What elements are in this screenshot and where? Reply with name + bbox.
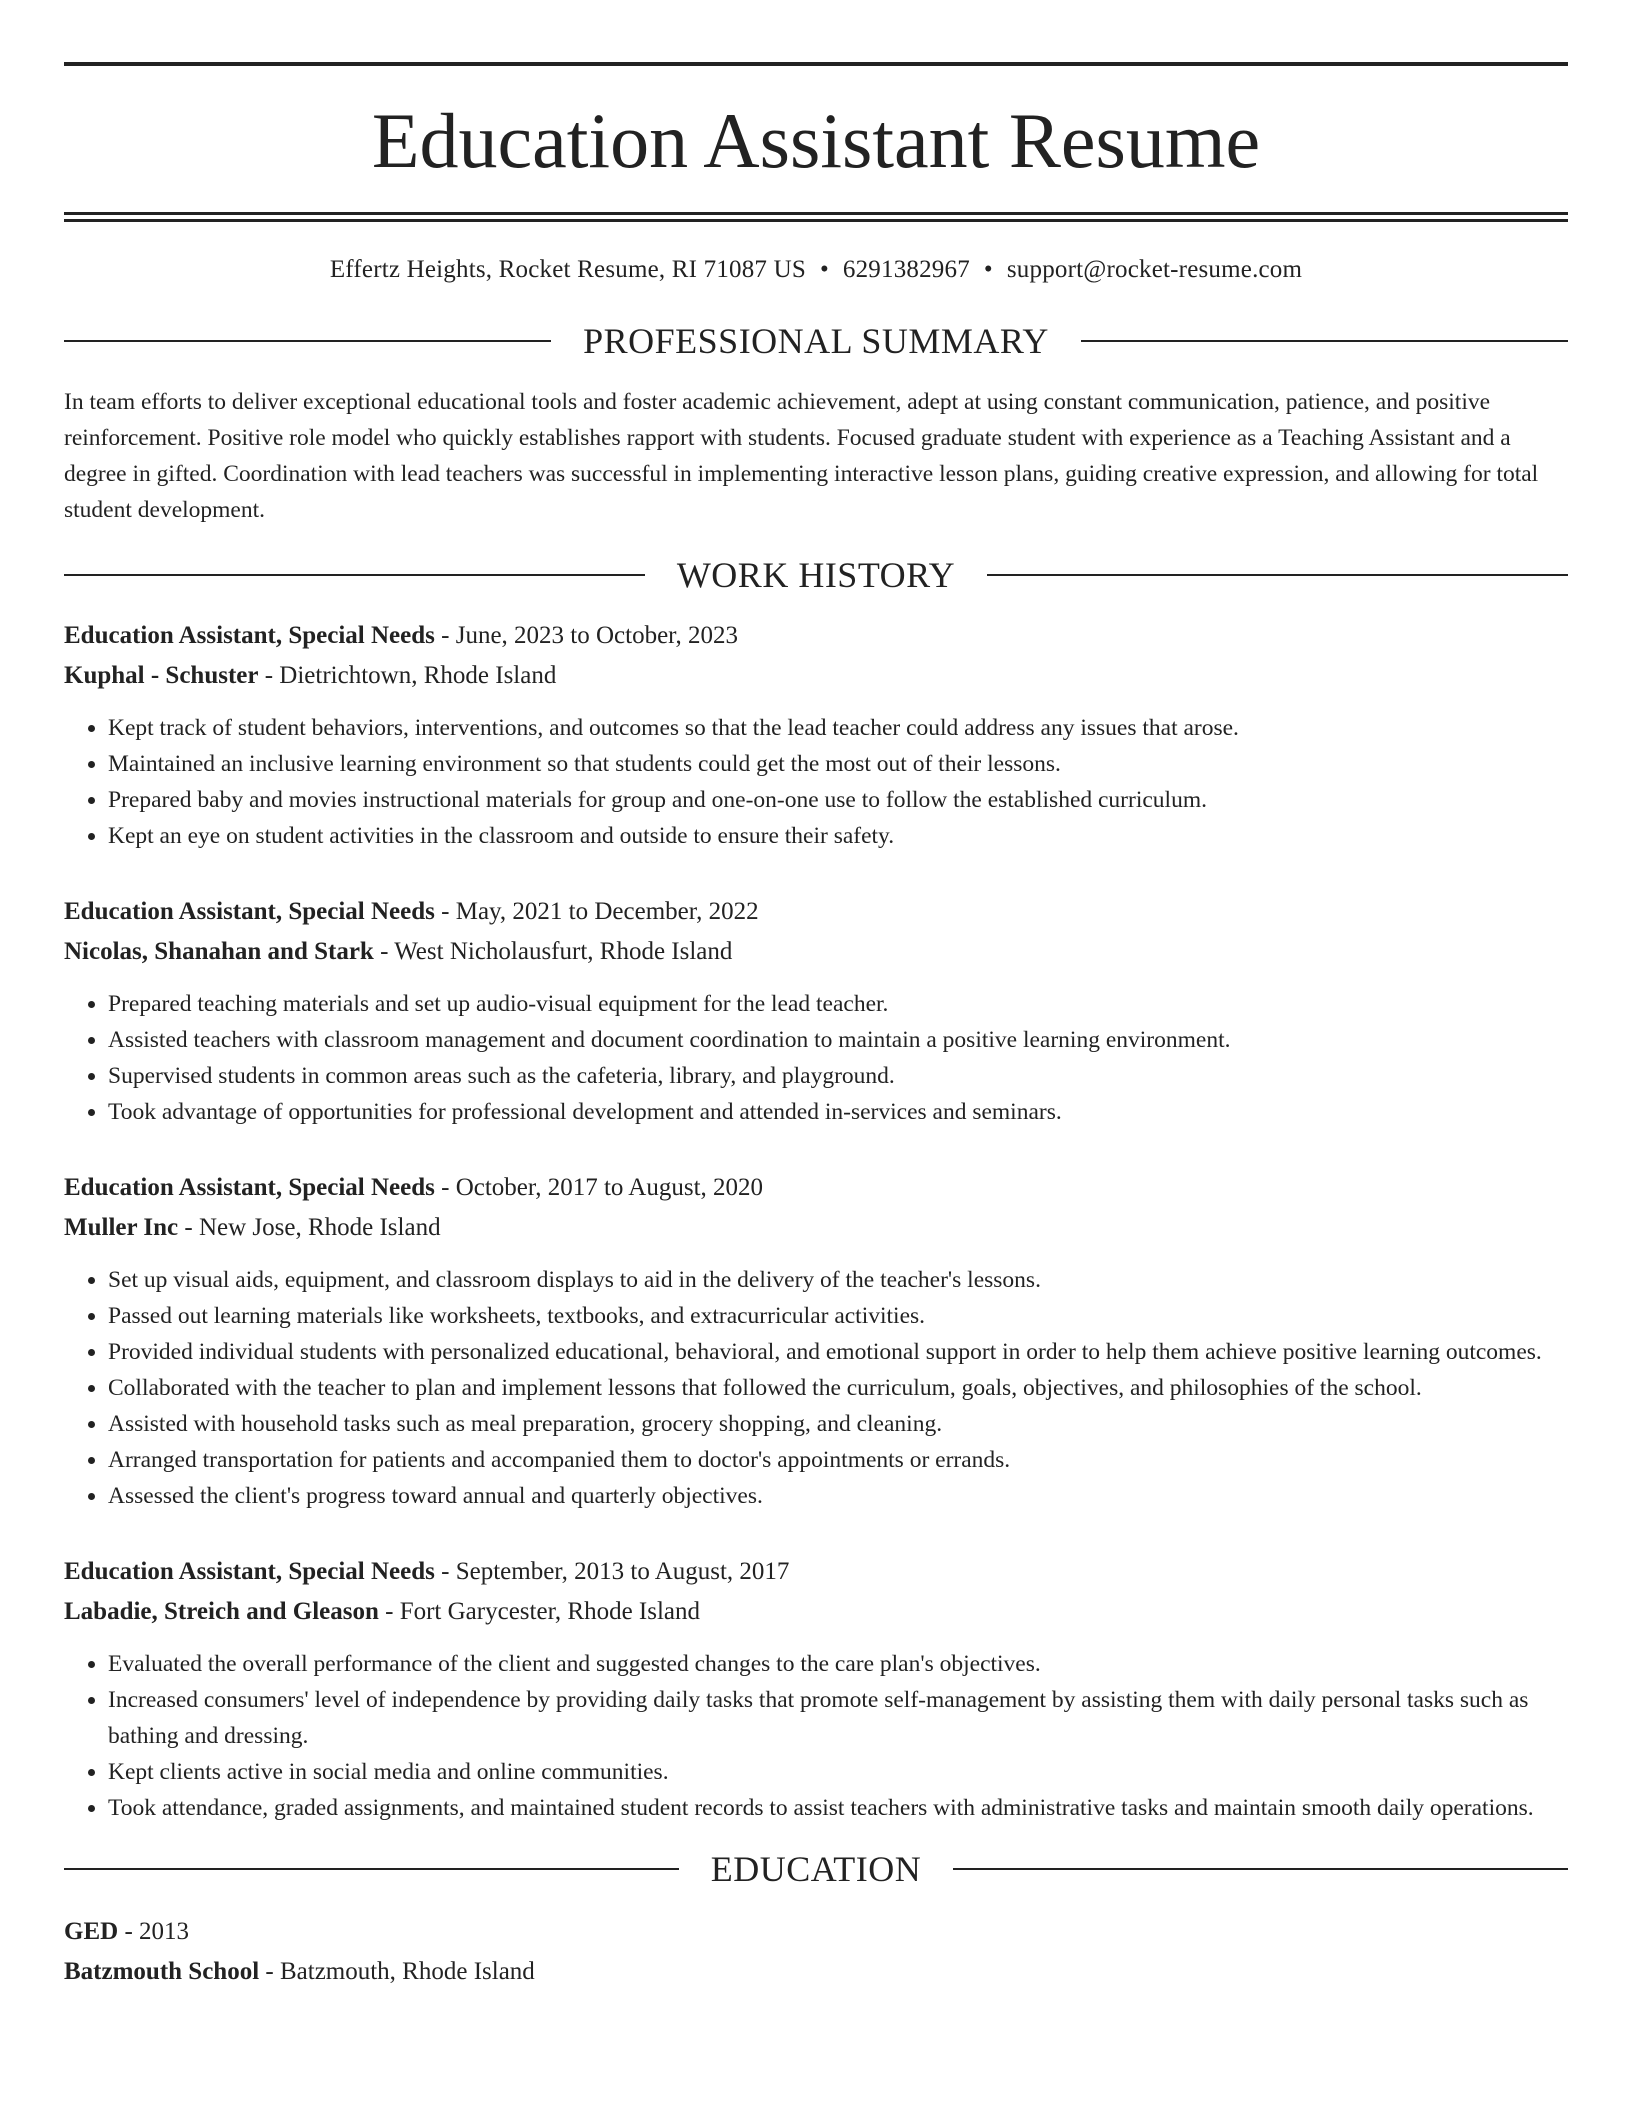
contact-line bbox=[64, 256, 1568, 284]
contact-separator: • bbox=[819, 256, 829, 283]
education-year: - 2013 bbox=[118, 1918, 190, 1945]
summary-heading-label: PROFESSIONAL SUMMARY bbox=[583, 321, 1049, 361]
job-bullets bbox=[64, 710, 1568, 854]
summary-text: In team efforts to deliver exceptional educational tools and foster academic achievement, adept at using constant communication, patience, and positive reinforcement. Positive role model who quickly establishes rapport with students. Focused graduate student with experience as a Teaching Assistant and a degree in gifted. Coordination with lead teachers was successful in implementing interactive lesson plans, guiding creative expression, and allowing for total student development. bbox=[64, 389, 1539, 523]
job-bullet: • Collaborated with the teacher to plan and implement lessons that followed the curriculum, goals, objectives, and philosophies of the school. bbox=[108, 1370, 1568, 1406]
job-company-line bbox=[64, 1592, 1568, 1632]
job-bullet: • Supervised students in common areas such as the cafeteria, library, and playground. bbox=[108, 1058, 1568, 1094]
job-location: - Fort Garycester, Rhode Island bbox=[378, 1598, 701, 1625]
job-bullet: • Assisted teachers with classroom management and document coordination to maintain a positive learning environment. bbox=[108, 1022, 1568, 1058]
job-bullet: • Took attendance, graded assignments, and maintained student records to assist teachers with administrative tasks and maintain smooth daily operations. bbox=[108, 1790, 1568, 1826]
contact-separator: • bbox=[983, 256, 993, 283]
job-company: Nicolas, Shanahan and Stark bbox=[64, 938, 374, 965]
title-double-rule bbox=[64, 212, 1568, 222]
contact-email: support@rocket-resume.com bbox=[1006, 256, 1303, 283]
heading-rule bbox=[64, 340, 551, 342]
job-dates: - June, 2023 to October, 2023 bbox=[434, 622, 739, 649]
job-bullets bbox=[64, 1646, 1568, 1826]
contact-phone: 6291382967 bbox=[842, 256, 970, 283]
job-bullet: • Kept clients active in social media and online communities. bbox=[108, 1754, 1568, 1790]
job-title: Education Assistant, Special Needs bbox=[64, 1174, 435, 1201]
job-bullet: • Set up visual aids, equipment, and classroom displays to aid in the delivery of the teacher's lessons. bbox=[108, 1262, 1568, 1298]
job-location: - Dietrichtown, Rhode Island bbox=[258, 662, 557, 689]
heading-rule bbox=[64, 574, 645, 576]
contact-address: Effertz Heights, Rocket Resume, RI 71087 US bbox=[329, 256, 806, 283]
heading-rule bbox=[987, 574, 1568, 576]
job-title-line bbox=[64, 892, 1568, 932]
job-entry bbox=[64, 892, 1568, 1130]
job-bullet: • Kept track of student behaviors, interventions, and outcomes so that the lead teacher could address any issues that arose. bbox=[108, 710, 1568, 746]
heading-rule bbox=[1081, 340, 1568, 342]
job-dates: - September, 2013 to August, 2017 bbox=[434, 1558, 790, 1585]
work-section-heading bbox=[64, 554, 1568, 596]
job-entry bbox=[64, 1552, 1568, 1826]
education-degree-line bbox=[64, 1912, 1568, 1952]
resume-title: Education Assistant Resume bbox=[371, 97, 1261, 184]
education-section-heading bbox=[64, 1848, 1568, 1890]
job-company: Kuphal - Schuster bbox=[64, 662, 259, 689]
job-title: Education Assistant, Special Needs bbox=[64, 1558, 435, 1585]
job-bullet: • Evaluated the overall performance of the client and suggested changes to the care plan's objectives. bbox=[108, 1646, 1568, 1682]
job-title-line bbox=[64, 616, 1568, 656]
work-history-list bbox=[64, 616, 1568, 1826]
education-entry bbox=[64, 1912, 1568, 1992]
job-bullet: • Increased consumers' level of independence by providing daily tasks that promote self-management by assisting them with daily personal tasks such as bathing and dressing. bbox=[108, 1682, 1568, 1754]
job-company-line bbox=[64, 1208, 1568, 1248]
job-company-line bbox=[64, 656, 1568, 696]
heading-rule bbox=[64, 1868, 679, 1870]
summary-section-heading bbox=[64, 320, 1568, 362]
job-title-line bbox=[64, 1552, 1568, 1592]
job-title: Education Assistant, Special Needs bbox=[64, 622, 435, 649]
job-bullet: • Took advantage of opportunities for professional development and attended in-services and seminars. bbox=[108, 1094, 1568, 1130]
job-bullet: • Maintained an inclusive learning environment so that students could get the most out of their lessons. bbox=[108, 746, 1568, 782]
heading-rule bbox=[953, 1868, 1568, 1870]
job-bullet: • Arranged transportation for patients and accompanied them to doctor's appointments or errands. bbox=[108, 1442, 1568, 1478]
job-bullet: • Prepared baby and movies instructional materials for group and one-on-one use to follow the established curriculum. bbox=[108, 782, 1568, 818]
education-location: - Batzmouth, Rhode Island bbox=[259, 1958, 535, 1985]
job-entry bbox=[64, 616, 1568, 854]
job-bullet: • Passed out learning materials like worksheets, textbooks, and extracurricular activities. bbox=[108, 1298, 1568, 1334]
job-bullets bbox=[64, 986, 1568, 1130]
job-dates: - October, 2017 to August, 2020 bbox=[434, 1174, 764, 1201]
job-title: Education Assistant, Special Needs bbox=[64, 898, 435, 925]
job-company-line bbox=[64, 932, 1568, 972]
job-bullet: • Prepared teaching materials and set up audio-visual equipment for the lead teacher. bbox=[108, 986, 1568, 1022]
job-bullet: • Provided individual students with personalized educational, behavioral, and emotional support in order to help them achieve positive learning outcomes. bbox=[108, 1334, 1568, 1370]
job-company: Labadie, Streich and Gleason bbox=[64, 1598, 379, 1625]
job-company: Muller Inc bbox=[64, 1214, 179, 1241]
education-school: Batzmouth School bbox=[64, 1958, 260, 1985]
job-location: - New Jose, Rhode Island bbox=[178, 1214, 441, 1241]
job-entry bbox=[64, 1168, 1568, 1514]
education-degree: GED bbox=[64, 1918, 119, 1945]
education-school-line bbox=[64, 1952, 1568, 1992]
job-bullets bbox=[64, 1262, 1568, 1514]
education-heading-label: EDUCATION bbox=[710, 1849, 922, 1889]
top-rule bbox=[64, 62, 1568, 66]
job-bullet: • Assisted with household tasks such as meal preparation, grocery shopping, and cleaning. bbox=[108, 1406, 1568, 1442]
job-location: - West Nicholausfurt, Rhode Island bbox=[373, 938, 733, 965]
job-dates: - May, 2021 to December, 2022 bbox=[434, 898, 759, 925]
work-heading-label: WORK HISTORY bbox=[676, 555, 956, 595]
job-bullet: • Kept an eye on student activities in the classroom and outside to ensure their safety. bbox=[108, 818, 1568, 854]
job-title-line bbox=[64, 1168, 1568, 1208]
job-bullet: • Assessed the client's progress toward annual and quarterly objectives. bbox=[108, 1478, 1568, 1514]
